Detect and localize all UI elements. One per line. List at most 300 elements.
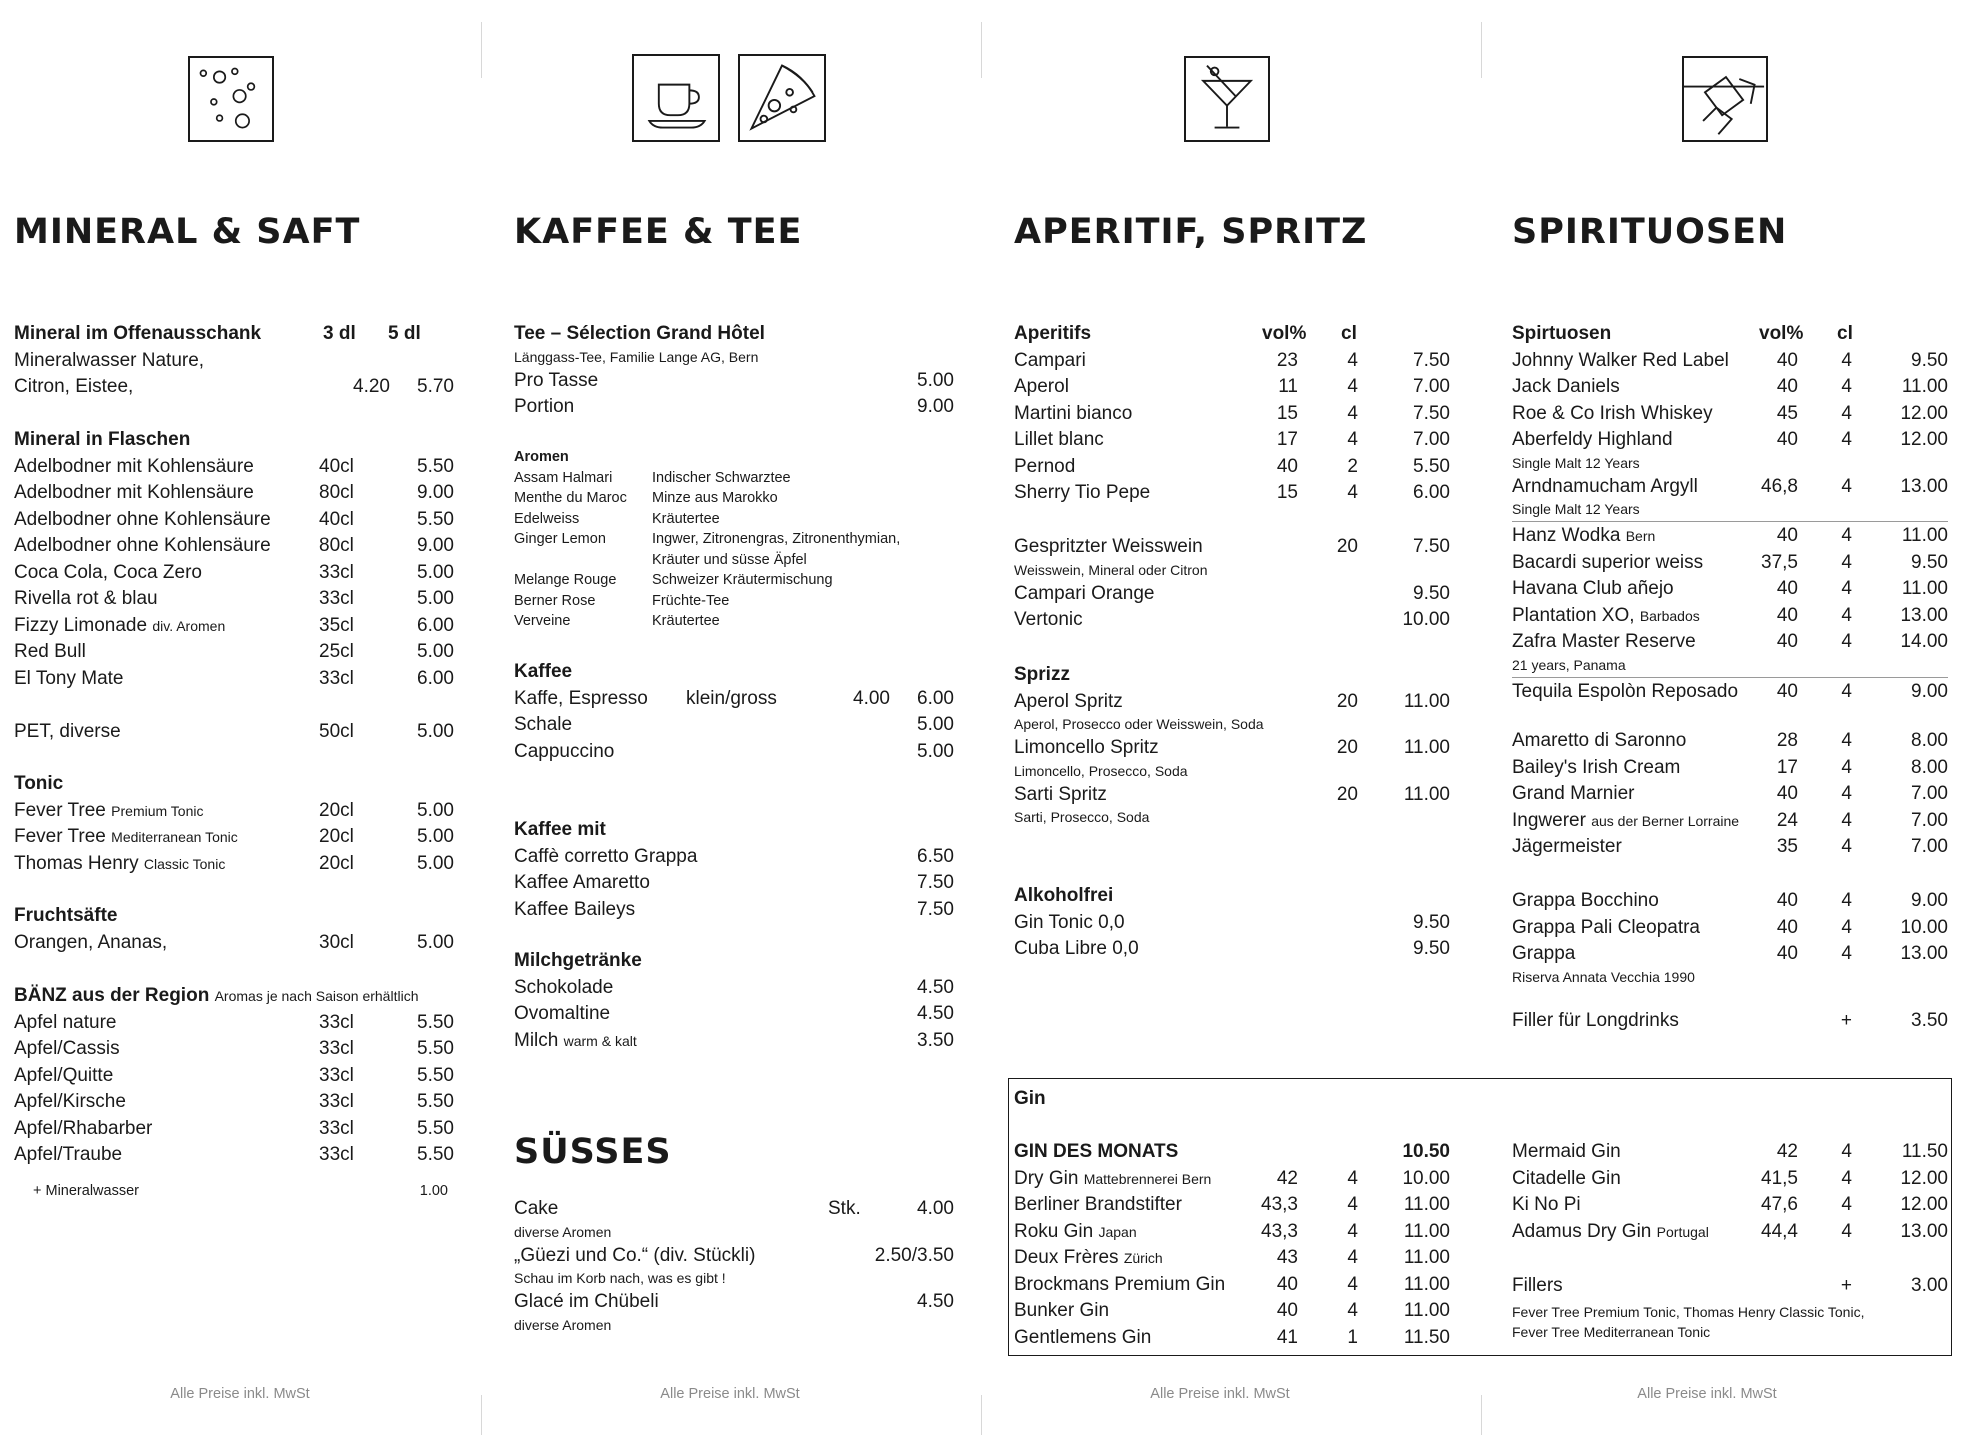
- item-sub-text: Fever Tree Premium Tonic, Thomas Henry Classic Tonic,: [1512, 1303, 1865, 1320]
- item-size: 33cl: [319, 1091, 354, 1112]
- item-name-text: Adelbodner mit Kohlensäure: [14, 482, 254, 503]
- item-price: 9.50: [1413, 938, 1450, 959]
- item-vol: 28: [1776, 730, 1798, 751]
- item-cl: 4: [1841, 680, 1852, 702]
- col-header-vol: vol%: [1759, 323, 1804, 344]
- item-sub: [514, 348, 954, 368]
- mineral-flaschen-section: [14, 427, 454, 692]
- tonic-section: [14, 771, 454, 877]
- item-vol: 40: [1776, 943, 1798, 964]
- item-vol: 40: [1776, 890, 1798, 911]
- item-price: 5.50: [417, 1038, 454, 1059]
- item-price: 7.00: [1413, 376, 1450, 397]
- item-name-text: Adelbodner ohne Kohlensäure: [14, 535, 271, 556]
- item-price: 13.00: [1900, 475, 1948, 497]
- menu-item: [514, 1289, 954, 1316]
- item-name-text: Aberfeldy Highland: [1512, 429, 1673, 450]
- item-cl: 4: [1347, 1273, 1358, 1295]
- item-name-text: Brockmans Premium Gin: [1014, 1273, 1226, 1295]
- item-vol: 37,5: [1761, 551, 1798, 573]
- menu-item: [514, 1028, 954, 1055]
- column-divider: [481, 1395, 482, 1435]
- menu-item: [14, 1116, 454, 1143]
- aroma-desc: Kräutertee: [652, 613, 720, 629]
- item-vol: 41: [1276, 1326, 1298, 1348]
- item-size: 20cl: [319, 826, 354, 847]
- item-sub-text: Single Malt 12 Years: [1512, 454, 1640, 471]
- item-name-text: Fizzy Limonade: [14, 614, 148, 636]
- menu-item: [514, 1243, 954, 1270]
- item-vol: 24: [1776, 809, 1798, 831]
- item-name-text: Ki No Pi: [1512, 1194, 1581, 1215]
- item-name-text: Kaffee Baileys: [514, 898, 636, 920]
- item-price: 8.00: [1911, 730, 1948, 751]
- aroma-name: Melange Rouge: [514, 572, 617, 588]
- item-list: [14, 798, 454, 878]
- item-price: 11.00: [1901, 525, 1948, 546]
- item-vol: 40: [1276, 455, 1298, 477]
- item-vol: 17: [1276, 429, 1298, 450]
- item-cl: 4: [1841, 551, 1852, 573]
- item-name-text: Coca Cola, Coca Zero: [14, 561, 202, 583]
- item-name-text: Gin Tonic 0,0: [1014, 911, 1125, 933]
- item-cl: 4: [1841, 1194, 1852, 1215]
- aroma-item: [514, 468, 954, 489]
- fruchtsaefte-section: [14, 903, 454, 956]
- item-name: [14, 507, 271, 534]
- item-price: 12.00: [1900, 1194, 1948, 1215]
- item-name: [514, 712, 572, 739]
- menu-item: [14, 507, 454, 534]
- item-name-text: Bailey's Irish Cream: [1512, 756, 1681, 778]
- item-price: 11.00: [1403, 1220, 1450, 1242]
- item-size: 33cl: [319, 1011, 354, 1033]
- item-price: 5.00: [417, 641, 454, 662]
- item-price: 9.00: [1911, 890, 1948, 911]
- item-size: klein/gross: [686, 687, 777, 709]
- item-cl: +: [1840, 1010, 1852, 1031]
- item-size: 40cl: [319, 455, 354, 477]
- item-vol: 40: [1776, 578, 1798, 599]
- menu-item: [1512, 1192, 1948, 1219]
- item-price: 7.50: [1413, 536, 1450, 557]
- item-cl: 4: [1347, 1247, 1358, 1268]
- item-vol: 42: [1276, 1167, 1298, 1189]
- item-sub: [514, 1316, 954, 1336]
- item-cl: 20: [1336, 536, 1358, 557]
- aroma-name: Menthe du Maroc: [514, 490, 627, 506]
- aroma-desc: Indischer Schwarztee: [652, 469, 791, 486]
- item-price: 9.50: [1413, 582, 1450, 604]
- item-price: 12.00: [1900, 402, 1948, 424]
- menu-item: [514, 686, 954, 713]
- item-name-text: Mermaid Gin: [1512, 1141, 1621, 1162]
- item-sub-text: Limoncello, Prosecco, Soda: [1014, 762, 1188, 779]
- aroma-item: [514, 509, 954, 530]
- item-name-text: Schale: [514, 714, 573, 735]
- item-price: 5.50: [417, 1117, 454, 1139]
- item-name-text: Bunker Gin: [1014, 1300, 1110, 1321]
- item-name-text: Apfel/Rhabarber: [14, 1117, 153, 1139]
- item-size: 33cl: [319, 1064, 354, 1086]
- item-note: Mattebrennerei Bern: [1083, 1170, 1212, 1187]
- item-vol: 15: [1276, 402, 1298, 424]
- menu-item: [14, 454, 454, 481]
- item-name: Orangen, Ananas,: [14, 931, 168, 953]
- header-label: Spirtuosen: [1512, 323, 1612, 344]
- item-price: 11.00: [1403, 1300, 1450, 1321]
- aromen-section: [514, 447, 954, 632]
- aroma-name: Berner Rose: [514, 592, 596, 609]
- item-size: 35cl: [319, 614, 354, 636]
- item-sub-text: diverse Aromen: [514, 1316, 612, 1333]
- header-label: Gin: [1014, 1088, 1046, 1109]
- item-name-text: Sherry Tio Pepe: [1014, 482, 1151, 503]
- item-name: „Güezi und Co.“ (div. Stückli): [514, 1244, 756, 1266]
- col-header-vol: vol%: [1262, 323, 1307, 344]
- suesses-title: SÜSSES: [514, 1132, 672, 1172]
- item-price: 5.50: [417, 1144, 454, 1165]
- item-list: [514, 712, 954, 765]
- item-price: 3.50: [917, 1029, 954, 1051]
- item-name: [1014, 1272, 1225, 1299]
- item-cl: 4: [1841, 1141, 1852, 1162]
- item-sub-text: 21 years, Panama: [1512, 656, 1626, 673]
- section-header: [514, 659, 954, 686]
- menu-item: [14, 719, 454, 746]
- item-price: 5.50: [1413, 455, 1450, 477]
- menu-item: [14, 851, 454, 878]
- item-vol: 40: [1776, 631, 1798, 652]
- item-price: 7.00: [1911, 836, 1948, 857]
- item-cl: 4: [1841, 1220, 1852, 1242]
- item-sub-text: Schau im Korb nach, was es gibt !: [514, 1270, 726, 1286]
- item-name-text: Johnny Walker Red Label: [1512, 349, 1729, 371]
- item-name-text: Campari Orange: [1014, 582, 1155, 604]
- item-note: Mediterranean Tonic: [111, 829, 238, 845]
- item-price: 7.50: [1413, 402, 1450, 424]
- item-cl: 4: [1347, 482, 1358, 503]
- col-header-cl: cl: [1837, 323, 1853, 344]
- item-price: 13.00: [1900, 604, 1948, 626]
- item-cl: 4: [1841, 349, 1852, 371]
- item-name: [514, 975, 613, 1002]
- item-name-text: Grappa Bocchino: [1512, 890, 1659, 911]
- item-name: Fillers: [1512, 1275, 1563, 1296]
- menu-item: [14, 1063, 454, 1090]
- item-name-text: Apfel/Kirsche: [14, 1091, 126, 1112]
- item-name-text: Grappa: [1512, 943, 1576, 964]
- section-header: [14, 771, 454, 798]
- item-name-text: Thomas Henry: [14, 852, 139, 874]
- item-price: 6.00: [917, 687, 954, 709]
- section-header: [1014, 1086, 1450, 1113]
- item-sub-text: Fever Tree Mediterranean Tonic: [1512, 1323, 1711, 1340]
- item-note: Classic Tonic: [143, 855, 226, 872]
- menu-item: [514, 870, 954, 897]
- item-name: [514, 844, 697, 871]
- item-name: [14, 1010, 116, 1037]
- menu-item: [514, 712, 954, 739]
- item-size: 80cl: [319, 535, 354, 556]
- aroma-item: [514, 550, 954, 571]
- item-cl: 4: [1347, 376, 1358, 397]
- aroma-name: Edelweiss: [514, 510, 580, 527]
- kaffee-column: [514, 0, 954, 1450]
- item-price: 5.00: [417, 799, 454, 821]
- item-vol: 43: [1276, 1247, 1298, 1268]
- menu-item: [514, 897, 954, 924]
- item-price: 6.50: [917, 845, 954, 867]
- item-name-text: Amaretto di Saronno: [1512, 730, 1687, 751]
- mineral-offen-section: [14, 321, 454, 401]
- item-sub: [514, 1269, 954, 1289]
- item-list: [514, 1196, 954, 1336]
- menu-item: [1014, 1298, 1450, 1325]
- item-price: 11.00: [1403, 737, 1450, 758]
- item-vol: 41,5: [1761, 1167, 1798, 1189]
- item-vol: 43,3: [1261, 1220, 1298, 1242]
- header-label: Alkoholfrei: [1014, 885, 1114, 906]
- item-name-text: Zafra Master Reserve: [1512, 631, 1696, 652]
- kaffee-section: [514, 659, 954, 765]
- menu-item: [14, 798, 454, 825]
- item-name: [14, 1089, 126, 1116]
- item-size: 50cl: [319, 721, 354, 742]
- item-vol: 40: [1776, 680, 1798, 702]
- item-vol: 23: [1276, 349, 1298, 371]
- menu-item: [14, 666, 454, 693]
- baenz-title: BÄNZ aus der Region: [14, 985, 210, 1006]
- item-name: + Mineralwasser: [33, 1182, 139, 1199]
- aroma-name: Assam Halmari: [514, 469, 613, 486]
- item-size: 80cl: [319, 482, 354, 503]
- item-name-text: Jack Daniels: [1512, 376, 1620, 397]
- item-name-text: Vertonic: [1014, 609, 1083, 630]
- item-size: 30cl: [319, 931, 354, 953]
- item-name: [14, 454, 254, 481]
- item-price: 5.00: [917, 740, 954, 762]
- item-name-text: Apfel nature: [14, 1011, 117, 1033]
- item-vol: 35: [1776, 836, 1798, 857]
- suesses-section: [514, 1196, 954, 1336]
- item-price: 4.20: [353, 376, 390, 397]
- item-note: Portugal: [1656, 1223, 1709, 1240]
- menu-item: [1512, 1166, 1948, 1193]
- menu-item: [1512, 1273, 1948, 1300]
- item-name-text: El Tony Mate: [14, 667, 124, 689]
- item-note: warm & kalt: [563, 1032, 637, 1049]
- item-name-text: Gentlemens Gin: [1014, 1326, 1152, 1348]
- gin-list: [1014, 1139, 1450, 1351]
- milch-section: [514, 948, 954, 1054]
- section-header: [14, 983, 454, 1010]
- item-name-text: Fever Tree: [14, 799, 106, 821]
- menu-item: [14, 586, 454, 613]
- item-size: 25cl: [319, 641, 354, 662]
- col-header-3dl: 3 dl: [323, 323, 356, 344]
- gin-list: [1512, 1139, 1948, 1245]
- item-list: [1512, 1139, 1948, 1245]
- menu-item: [514, 368, 954, 395]
- item-note: Barbados: [1639, 607, 1700, 624]
- aroma-desc: Kräuter und süsse Äpfel: [652, 551, 807, 568]
- fillers-note: [1512, 1323, 1948, 1343]
- item-price: 4.50: [917, 1003, 954, 1024]
- item-sub-text: Sarti, Prosecco, Soda: [1014, 809, 1150, 825]
- mineral-title: MINERAL & SAFT: [14, 212, 361, 252]
- item-cl: 20: [1336, 690, 1358, 712]
- item-name: [1512, 1219, 1709, 1246]
- baenz-note: Aromas je nach Saison erhältlich: [214, 988, 419, 1004]
- item-price: 5.00: [417, 561, 454, 583]
- item-vol: 17: [1776, 756, 1798, 778]
- menu-item: [514, 1001, 954, 1028]
- header-label: Sprizz: [1014, 664, 1070, 685]
- item-price: 1.00: [419, 1182, 448, 1199]
- menu-item: [14, 1181, 454, 1202]
- gin-header: [1014, 1086, 1450, 1113]
- item-cl: 4: [1841, 1167, 1852, 1189]
- item-name: Kaffe, Espresso: [514, 687, 648, 709]
- item-price: 5.50: [417, 508, 454, 530]
- item-name-text: Tequila Espolòn Reposado: [1512, 680, 1739, 702]
- header-label: Tonic: [14, 773, 64, 794]
- item-price: 10.00: [1900, 916, 1948, 938]
- item-size: 20cl: [319, 852, 354, 874]
- item-price: 6.00: [417, 614, 454, 636]
- item-name-text: Hanz Wodka: [1512, 525, 1621, 546]
- item-price: 11.50: [1901, 1141, 1948, 1162]
- item-price: 11.00: [1403, 783, 1450, 805]
- baenz-section: [14, 983, 454, 1201]
- item-name: [14, 1063, 113, 1090]
- item-price: 11.00: [1901, 376, 1948, 397]
- item-price: 5.00: [417, 852, 454, 874]
- item-name-text: Pro Tasse: [514, 369, 599, 391]
- item-price: 2.50/3.50: [874, 1244, 954, 1266]
- item-cl: 4: [1347, 1167, 1358, 1189]
- menu-item: [14, 613, 454, 640]
- item-name: [514, 1001, 610, 1028]
- header-label: Tee – Sélection Grand Hôtel: [514, 323, 765, 344]
- menu-item: [14, 560, 454, 587]
- item-note: div. Aromen: [152, 617, 226, 634]
- item-size: 33cl: [319, 1038, 354, 1059]
- item-name: [14, 666, 123, 693]
- menu-item: [1512, 1139, 1948, 1166]
- item-name: [1014, 1325, 1151, 1352]
- item-size: 33cl: [319, 1117, 354, 1139]
- item-name: Glacé im Chübeli: [514, 1291, 659, 1312]
- item-name-text: Roku Gin: [1014, 1220, 1094, 1242]
- item-list: [14, 454, 454, 693]
- kaffee-title: KAFFEE & TEE: [514, 212, 803, 252]
- mineral-pet-row: [14, 719, 454, 746]
- item-price: 11.00: [1403, 1247, 1450, 1268]
- menu-item: [14, 1142, 454, 1169]
- item-price: 11.00: [1403, 1194, 1450, 1215]
- header-label: Mineral im Offenausschank: [14, 323, 262, 344]
- column-divider: [1481, 22, 1482, 78]
- aroma-desc: Minze aus Marokko: [652, 490, 778, 506]
- item-name: [1014, 1166, 1211, 1193]
- item-price: 7.00: [1413, 429, 1450, 450]
- item-price: 4.00: [853, 687, 890, 709]
- item-price: 14.00: [1900, 631, 1948, 652]
- spirit-title: SPIRITUOSEN: [1512, 212, 1788, 252]
- price-footnote: Alle Preise inkl. MwSt: [1637, 1386, 1777, 1402]
- item-price: 4.00: [917, 1198, 954, 1219]
- item-name-text: Martini bianco: [1014, 402, 1133, 424]
- item-name-text: Pernod: [1014, 455, 1076, 477]
- item-name: [14, 1142, 122, 1169]
- item-price: 11.50: [1403, 1326, 1450, 1348]
- item-price: 3.50: [1911, 1010, 1948, 1031]
- item-price: 5.50: [417, 455, 454, 477]
- item-name: Citron, Eistee,: [14, 376, 134, 397]
- item-vol: 40: [1276, 1273, 1298, 1295]
- item-vol: 40: [1776, 916, 1798, 938]
- item-sub-text: Länggass-Tee, Familie Lange AG, Bern: [514, 348, 759, 365]
- section-header: [514, 447, 954, 468]
- item-cl: 4: [1841, 631, 1852, 652]
- item-price: 5.00: [417, 826, 454, 847]
- item-cl: 20: [1336, 737, 1358, 758]
- item-name-text: Apfel/Traube: [14, 1144, 123, 1165]
- item-price: 9.00: [1911, 680, 1948, 702]
- item-name-text: Limoncello Spritz: [1014, 737, 1159, 758]
- item-name: [14, 480, 254, 507]
- aperitif-title: APERITIF, SPRITZ: [1014, 212, 1368, 252]
- item-sub: [514, 1223, 954, 1243]
- header-label: Mineral in Flaschen: [14, 429, 191, 450]
- header-label: Kaffee mit: [514, 819, 606, 840]
- item-name-text: Rivella rot & blau: [14, 588, 158, 609]
- tee-section: [514, 321, 954, 421]
- item-name: [14, 1116, 152, 1143]
- item-name-text: Apfel/Cassis: [14, 1038, 120, 1059]
- item-price: 13.00: [1900, 1220, 1948, 1242]
- menu-item: [514, 394, 954, 421]
- menu-item: [14, 348, 454, 375]
- item-price: 13.00: [1900, 943, 1948, 964]
- aroma-item: [514, 611, 954, 632]
- item-name-text: Roe & Co Irish Whiskey: [1512, 402, 1713, 424]
- item-price: 4.50: [917, 1291, 954, 1312]
- item-list: [514, 844, 954, 924]
- item-name-text: Citadelle Gin: [1512, 1167, 1621, 1189]
- item-name-text: Lillet blanc: [1014, 429, 1104, 450]
- item-price: 7.00: [1911, 783, 1948, 804]
- item-cl: 20: [1336, 783, 1358, 805]
- section-header: [514, 817, 954, 844]
- item-price: 5.00: [417, 931, 454, 953]
- gin-left-column: [1014, 0, 1450, 1450]
- fillers-note: [1512, 1303, 1948, 1323]
- item-vol: 40: [1776, 349, 1798, 371]
- item-vol: 40: [1776, 604, 1798, 626]
- item-name-text: Adelbodner ohne Kohlensäure: [14, 508, 271, 530]
- item-cl: 4: [1841, 730, 1852, 751]
- menu-item: [14, 1010, 454, 1037]
- item-size: 33cl: [319, 588, 354, 609]
- item-price: 10.50: [1402, 1141, 1450, 1162]
- aroma-item: [514, 591, 954, 612]
- item-name: [514, 1028, 637, 1055]
- item-name-text: Plantation XO,: [1512, 604, 1635, 626]
- item-cl: 4: [1347, 402, 1358, 424]
